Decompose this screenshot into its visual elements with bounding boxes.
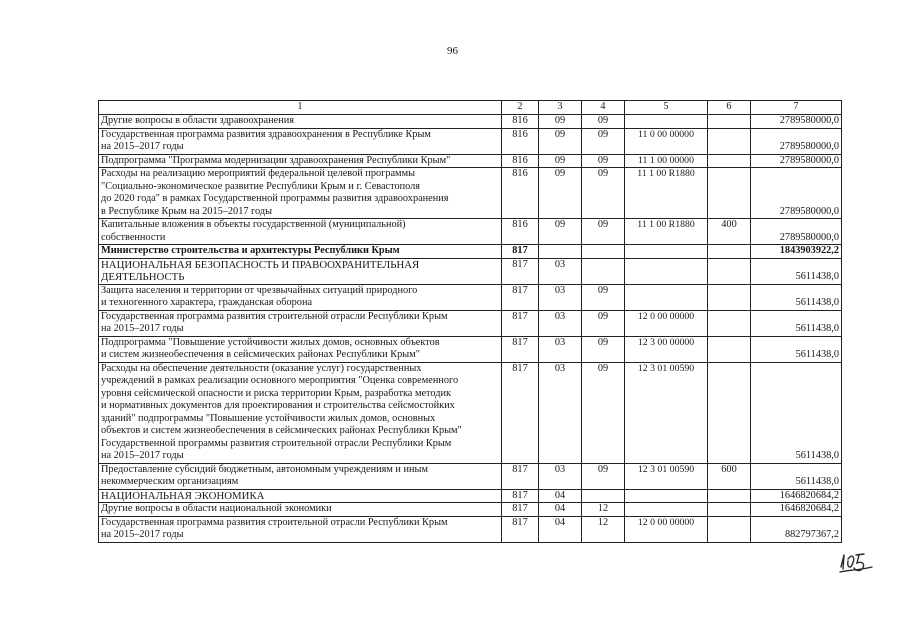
section-code: 03 [539, 284, 582, 310]
section-code: 09 [539, 168, 582, 219]
expense-type-code: 600 [708, 463, 751, 489]
amount: 5611438,0 [751, 258, 842, 284]
row-name: Другие вопросы в области национальной экономики [99, 503, 502, 517]
column-header: 7 [751, 101, 842, 115]
amount: 1843903922,2 [751, 245, 842, 259]
target-article-code: 12 3 00 00000 [625, 336, 708, 362]
table-row [99, 115, 842, 129]
subsection-code: 09 [582, 310, 625, 336]
table-row [99, 128, 842, 154]
subsection-code [582, 489, 625, 503]
table-row [99, 463, 842, 489]
subsection-code: 09 [582, 336, 625, 362]
target-article-code [625, 115, 708, 129]
row-name: Расходы на реализацию мероприятий федеральной целевой программы "Социально-экономическое развитие Республики Крым и г. Севастополя до 2020 года" в рамках Государственной программы развития здравоохранения в Республике Крым на 2015–2017 годы [99, 168, 502, 219]
column-header: 6 [708, 101, 751, 115]
amount: 2789580000,0 [751, 168, 842, 219]
column-header: 1 [99, 101, 502, 115]
column-header: 3 [539, 101, 582, 115]
amount: 2789580000,0 [751, 128, 842, 154]
amount: 5611438,0 [751, 463, 842, 489]
grbs-code: 816 [502, 168, 539, 219]
expense-type-code [708, 115, 751, 129]
target-article-code [625, 503, 708, 517]
subsection-code: 09 [582, 219, 625, 245]
table-row [99, 168, 842, 219]
expense-type-code [708, 503, 751, 517]
grbs-code: 817 [502, 489, 539, 503]
expense-type-code [708, 362, 751, 463]
row-name: Подпрограмма "Повышение устойчивости жилых домов, основных объектов и систем жизнеобеспечения в сейсмических районах Республики Крым" [99, 336, 502, 362]
row-name: НАЦИОНАЛЬНАЯ БЕЗОПАСНОСТЬ И ПРАВООХРАНИТЕЛЬНАЯ ДЕЯТЕЛЬНОСТЬ [99, 258, 502, 284]
section-code: 03 [539, 463, 582, 489]
row-name: Предоставление субсидий бюджетным, автономным учреждениям и иным некоммерческим организациям [99, 463, 502, 489]
expense-type-code [708, 310, 751, 336]
grbs-code: 817 [502, 245, 539, 259]
budget-table [98, 100, 842, 543]
expense-type-code [708, 284, 751, 310]
grbs-code: 816 [502, 219, 539, 245]
amount: 5611438,0 [751, 362, 842, 463]
subsection-code: 12 [582, 503, 625, 517]
amount: 1646820684,2 [751, 489, 842, 503]
table-row [99, 336, 842, 362]
amount: 5611438,0 [751, 310, 842, 336]
table-row [99, 284, 842, 310]
grbs-code: 817 [502, 362, 539, 463]
target-article-code: 11 1 00 R1880 [625, 168, 708, 219]
row-name: Капитальные вложения в объекты государственной (муниципальной) собственности [99, 219, 502, 245]
subsection-code: 09 [582, 168, 625, 219]
target-article-code: 12 3 01 00590 [625, 362, 708, 463]
grbs-code: 816 [502, 115, 539, 129]
section-code: 04 [539, 516, 582, 542]
amount: 2789580000,0 [751, 219, 842, 245]
grbs-code: 817 [502, 310, 539, 336]
amount: 2789580000,0 [751, 154, 842, 168]
table-row [99, 310, 842, 336]
section-code: 04 [539, 503, 582, 517]
column-number-row [99, 101, 842, 115]
grbs-code: 816 [502, 154, 539, 168]
amount: 5611438,0 [751, 284, 842, 310]
expense-type-code [708, 245, 751, 259]
amount: 5611438,0 [751, 336, 842, 362]
grbs-code: 817 [502, 516, 539, 542]
row-name: Другие вопросы в области здравоохранения [99, 115, 502, 129]
section-code: 03 [539, 258, 582, 284]
target-article-code [625, 245, 708, 259]
section-code: 09 [539, 154, 582, 168]
section-code: 09 [539, 219, 582, 245]
section-code: 03 [539, 310, 582, 336]
expense-type-code [708, 154, 751, 168]
section-code: 04 [539, 489, 582, 503]
target-article-code: 12 3 01 00590 [625, 463, 708, 489]
subsection-code: 09 [582, 115, 625, 129]
expense-type-code [708, 489, 751, 503]
subsection-code: 09 [582, 362, 625, 463]
grbs-code: 817 [502, 336, 539, 362]
row-name: Государственная программа развития здравоохранения в Республике Крым на 2015–2017 годы [99, 128, 502, 154]
amount: 1646820684,2 [751, 503, 842, 517]
column-header: 5 [625, 101, 708, 115]
subsection-code [582, 258, 625, 284]
table-row [99, 219, 842, 245]
section-code: 09 [539, 115, 582, 129]
table-row [99, 503, 842, 517]
row-name: Министерство строительства и архитектуры Республики Крым [99, 245, 502, 259]
subsection-code: 09 [582, 284, 625, 310]
section-code: 03 [539, 336, 582, 362]
expense-type-code [708, 258, 751, 284]
grbs-code: 817 [502, 284, 539, 310]
grbs-code: 816 [502, 128, 539, 154]
target-article-code: 12 0 00 00000 [625, 516, 708, 542]
subsection-code: 09 [582, 128, 625, 154]
table-row [99, 516, 842, 542]
grbs-code: 817 [502, 503, 539, 517]
section-code [539, 245, 582, 259]
row-name: Расходы на обеспечение деятельности (оказание услуг) государственных учреждений в рамках реализации основного мероприятия "Оценка современного уровня сейсмической опасности и риска территории Крым, разработка методик и нормативных документов для проектирования и строительства сейсмостойких зданий" подпрограммы "Повышение устойчивости жилых домов, основных объектов и систем жизнеобеспечения в сейсмических районах Республики Крым" Государственной программы развития строительной отрасли Республики Крым на 2015–2017 годы [99, 362, 502, 463]
expense-type-code [708, 336, 751, 362]
handwritten-signature [838, 547, 874, 575]
target-article-code: 11 0 00 00000 [625, 128, 708, 154]
subsection-code: 09 [582, 154, 625, 168]
section-code: 09 [539, 128, 582, 154]
expense-type-code: 400 [708, 219, 751, 245]
target-article-code [625, 489, 708, 503]
row-name: Государственная программа развития строительной отрасли Республики Крым на 2015–2017 годы [99, 516, 502, 542]
table-row [99, 489, 842, 503]
grbs-code: 817 [502, 258, 539, 284]
row-name: Государственная программа развития строительной отрасли Республики Крым на 2015–2017 годы [99, 310, 502, 336]
expense-type-code [708, 128, 751, 154]
page-number: 96 [447, 45, 458, 57]
row-name: Подпрограмма "Программа модернизации здравоохранения Республики Крым" [99, 154, 502, 168]
column-header: 2 [502, 101, 539, 115]
target-article-code [625, 284, 708, 310]
target-article-code: 12 0 00 00000 [625, 310, 708, 336]
target-article-code: 11 1 00 00000 [625, 154, 708, 168]
table-row [99, 154, 842, 168]
amount: 882797367,2 [751, 516, 842, 542]
amount: 2789580000,0 [751, 115, 842, 129]
section-code: 03 [539, 362, 582, 463]
expense-type-code [708, 516, 751, 542]
grbs-code: 817 [502, 463, 539, 489]
subsection-code: 12 [582, 516, 625, 542]
row-name: НАЦИОНАЛЬНАЯ ЭКОНОМИКА [99, 489, 502, 503]
subsection-code: 09 [582, 463, 625, 489]
table-row [99, 245, 842, 259]
target-article-code: 11 1 00 R1880 [625, 219, 708, 245]
target-article-code [625, 258, 708, 284]
row-name: Защита населения и территории от чрезвычайных ситуаций природного и техногенного характера, гражданская оборона [99, 284, 502, 310]
column-header: 4 [582, 101, 625, 115]
subsection-code [582, 245, 625, 259]
table-row [99, 362, 842, 463]
table-row [99, 258, 842, 284]
expense-type-code [708, 168, 751, 219]
